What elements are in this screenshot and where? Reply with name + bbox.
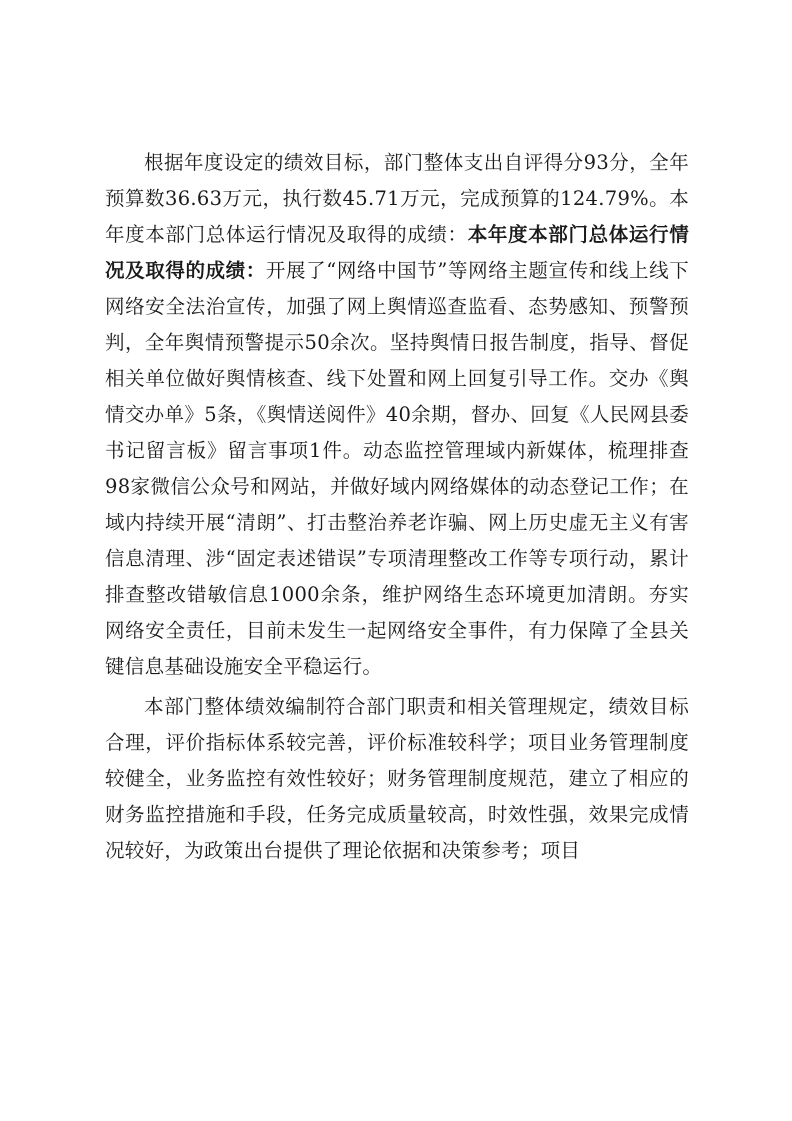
paragraph-1-intro: 根据年度设定的绩效目标，部门整体支出自评得分93分，全年预算数36.63万元，执行数45.71万元，完成预算的124.79%。本年度本部门总体运行情况及取得的成绩： — [105, 151, 689, 246]
paragraph-1-bold-heading: 本年度本部门总体运行情况及取得的成绩： — [105, 223, 689, 282]
paragraph-1 — [105, 145, 689, 685]
paragraph-1-body: 开展了“网络中国节”等网络主题宣传和线上线下网络安全法治宣传，加强了网上舆情巡查监看、态势感知、预警预判，全年舆情预警提示50余次。坚持舆情日报告制度，指导、督促相关单位做好舆情核查、线下处置和网上回复引导工作。交办《舆情交办单》5条，《舆情送阅件》40余期，督办、回复《人民网县委书记留言板》留言事项1件。动态监控管理域内新媒体，梳理排查98家微信公众号和网站，并做好域内网络媒体的动态登记工作；在域内持续开展“清朗”、打击整治养老诈骗、网上历史虚无主义有害信息清理、涉“固定表述错误”专项清理整改工作等专项行动，累计排查整改错敏信息1000余条，维护网络生态环境更加清朗。夯实网络安全责任，目前未发生一起网络安全事件，有力保障了全县关键信息基础设施安全平稳运行。 — [105, 259, 689, 678]
document-body — [105, 145, 689, 869]
paragraph-2: 本部门整体绩效编制符合部门职责和相关管理规定，绩效目标合理，评价指标体系较完善，评价标准较科学；项目业务管理制度较健全，业务监控有效性较好；财务管理制度规范，建立了相应的财务监控措施和手段，任务完成质量较高，时效性强，效果完成情况较好，为政策出台提供了理论依据和决策参考；项目 — [105, 695, 689, 862]
